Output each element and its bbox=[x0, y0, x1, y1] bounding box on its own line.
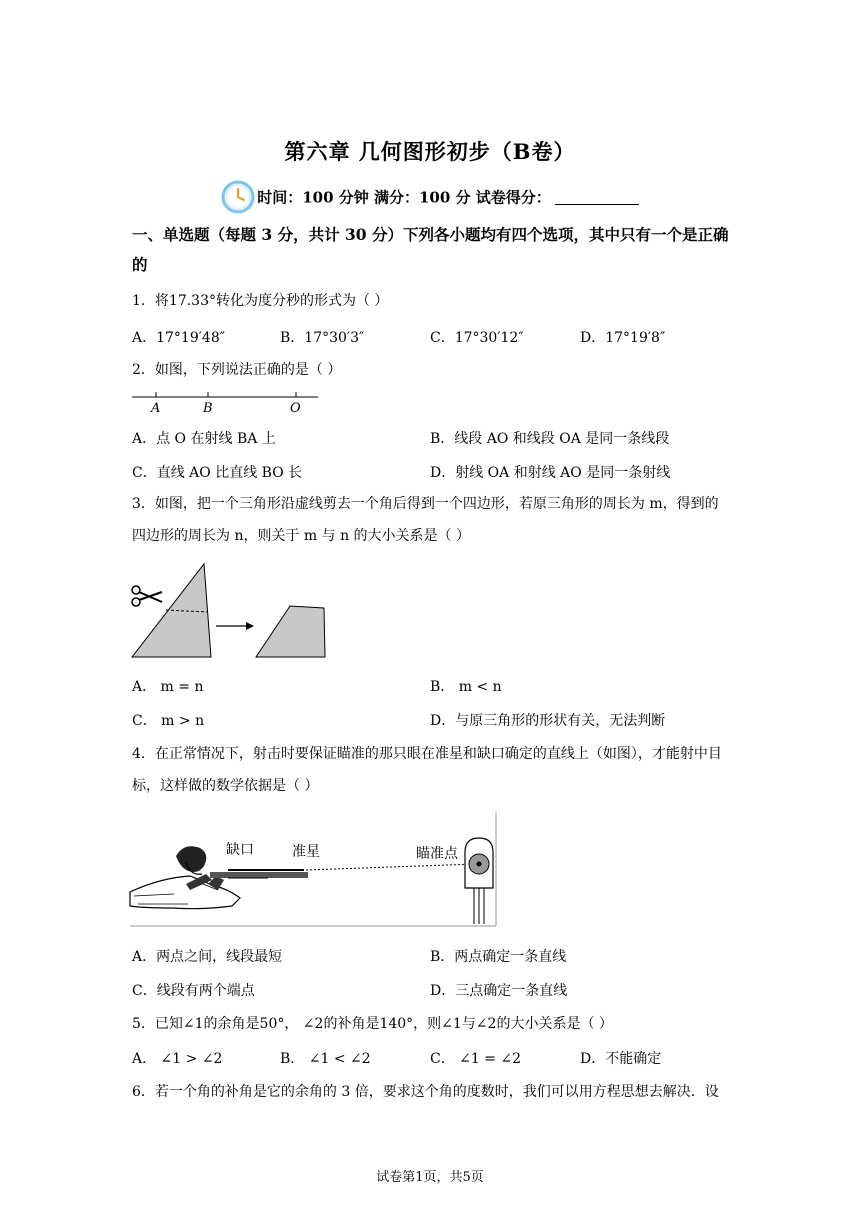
target-icon bbox=[465, 838, 493, 924]
q4-option-a[interactable]: A．两点之间，线段最短 bbox=[132, 949, 283, 965]
question-5-stem: 5．已知∠1的余角是50°， ∠2的补角是140°，则∠1与∠2的大小关系是（ ） bbox=[132, 1016, 613, 1032]
point-b-label: B bbox=[203, 401, 213, 416]
exam-meta-text: 时间：100 分钟 满分：100 分 试卷得分： bbox=[257, 188, 551, 207]
q5-option-b[interactable]: B． ∠1 < ∠2 bbox=[280, 1051, 371, 1067]
scissors-icon bbox=[132, 586, 162, 606]
q1-option-b[interactable]: B．17°30′3″ bbox=[280, 330, 365, 346]
aim-point-label: 瞄准点 bbox=[416, 846, 458, 862]
q2-option-c[interactable]: C．直线 AO 比直线 BO 长 bbox=[132, 465, 303, 481]
q5-option-a[interactable]: A． ∠1 > ∠2 bbox=[132, 1051, 223, 1067]
point-a-label: A bbox=[151, 401, 161, 416]
front-sight-label: 准星 bbox=[292, 844, 320, 860]
line-segment-figure bbox=[130, 388, 322, 418]
question-4-stem: 4．在正常情况下，射击时要保证瞄准的那只眼在准星和缺口确定的直线上（如图），才能射中目标，这样做的数学依据是（ ） bbox=[132, 746, 722, 794]
q4-option-d[interactable]: D．三点确定一条直线 bbox=[430, 983, 568, 999]
q3-option-c[interactable]: C． m > n bbox=[132, 713, 205, 729]
q3-option-b[interactable]: B． m < n bbox=[430, 679, 502, 695]
question-1-stem: 1．将17.33°转化为度分秒的形式为（ ） bbox=[132, 293, 389, 309]
arrow-right-icon bbox=[216, 622, 254, 630]
q4-option-b[interactable]: B．两点确定一条直线 bbox=[430, 949, 567, 965]
q2-option-a[interactable]: A．点 O 在射线 BA 上 bbox=[132, 431, 276, 447]
notch-label: 缺口 bbox=[226, 842, 254, 858]
question-6-stem: 6．若一个角的补角是它的余角的 3 倍，要求这个角的度数时，我们可以用方程思想去解决．设 bbox=[132, 1084, 719, 1100]
score-blank[interactable] bbox=[555, 190, 639, 205]
clock-icon bbox=[221, 180, 255, 214]
exam-meta bbox=[0, 180, 860, 214]
point-o-label: O bbox=[290, 401, 301, 416]
q2-option-d[interactable]: D．射线 OA 和射线 AO 是同一条射线 bbox=[430, 465, 671, 481]
q1-option-a[interactable]: A．17°19′48″ bbox=[132, 330, 225, 346]
section-heading: 一、单选题（每题 3 分，共计 30 分）下列各小题均有四个选项，其中只有一个是正确的 bbox=[132, 225, 729, 274]
page-title: 第六章 几何图形初步（B卷） bbox=[284, 139, 576, 164]
q1-option-c[interactable]: C．17°30′12″ bbox=[430, 330, 524, 346]
q2-option-b[interactable]: B．线段 AO 和线段 OA 是同一条线段 bbox=[430, 431, 670, 447]
shooter-illustration bbox=[130, 846, 308, 908]
q5-option-d[interactable]: D．不能确定 bbox=[580, 1051, 662, 1067]
q3-option-d[interactable]: D．与原三角形的形状有关，无法判断 bbox=[430, 713, 666, 729]
q1-option-d[interactable]: D．17°19′8″ bbox=[580, 330, 666, 346]
question-2-stem: 2．如图，下列说法正确的是（ ） bbox=[132, 362, 342, 378]
page-footer: 试卷第1页，共5页 bbox=[376, 1170, 484, 1185]
q5-option-c[interactable]: C． ∠1 = ∠2 bbox=[430, 1051, 522, 1067]
question-3-stem: 3．如图，把一个三角形沿虚线剪去一个角后得到一个四边形，若原三角形的周长为 m，得到的四边形的周长为 n，则关于 m 与 n 的大小关系是（ ） bbox=[132, 496, 719, 544]
q3-option-a[interactable]: A． m = n bbox=[132, 679, 204, 695]
q4-option-c[interactable]: C．线段有两个端点 bbox=[132, 983, 255, 999]
triangle-cut-figure bbox=[128, 560, 338, 662]
shooting-figure bbox=[128, 812, 500, 928]
